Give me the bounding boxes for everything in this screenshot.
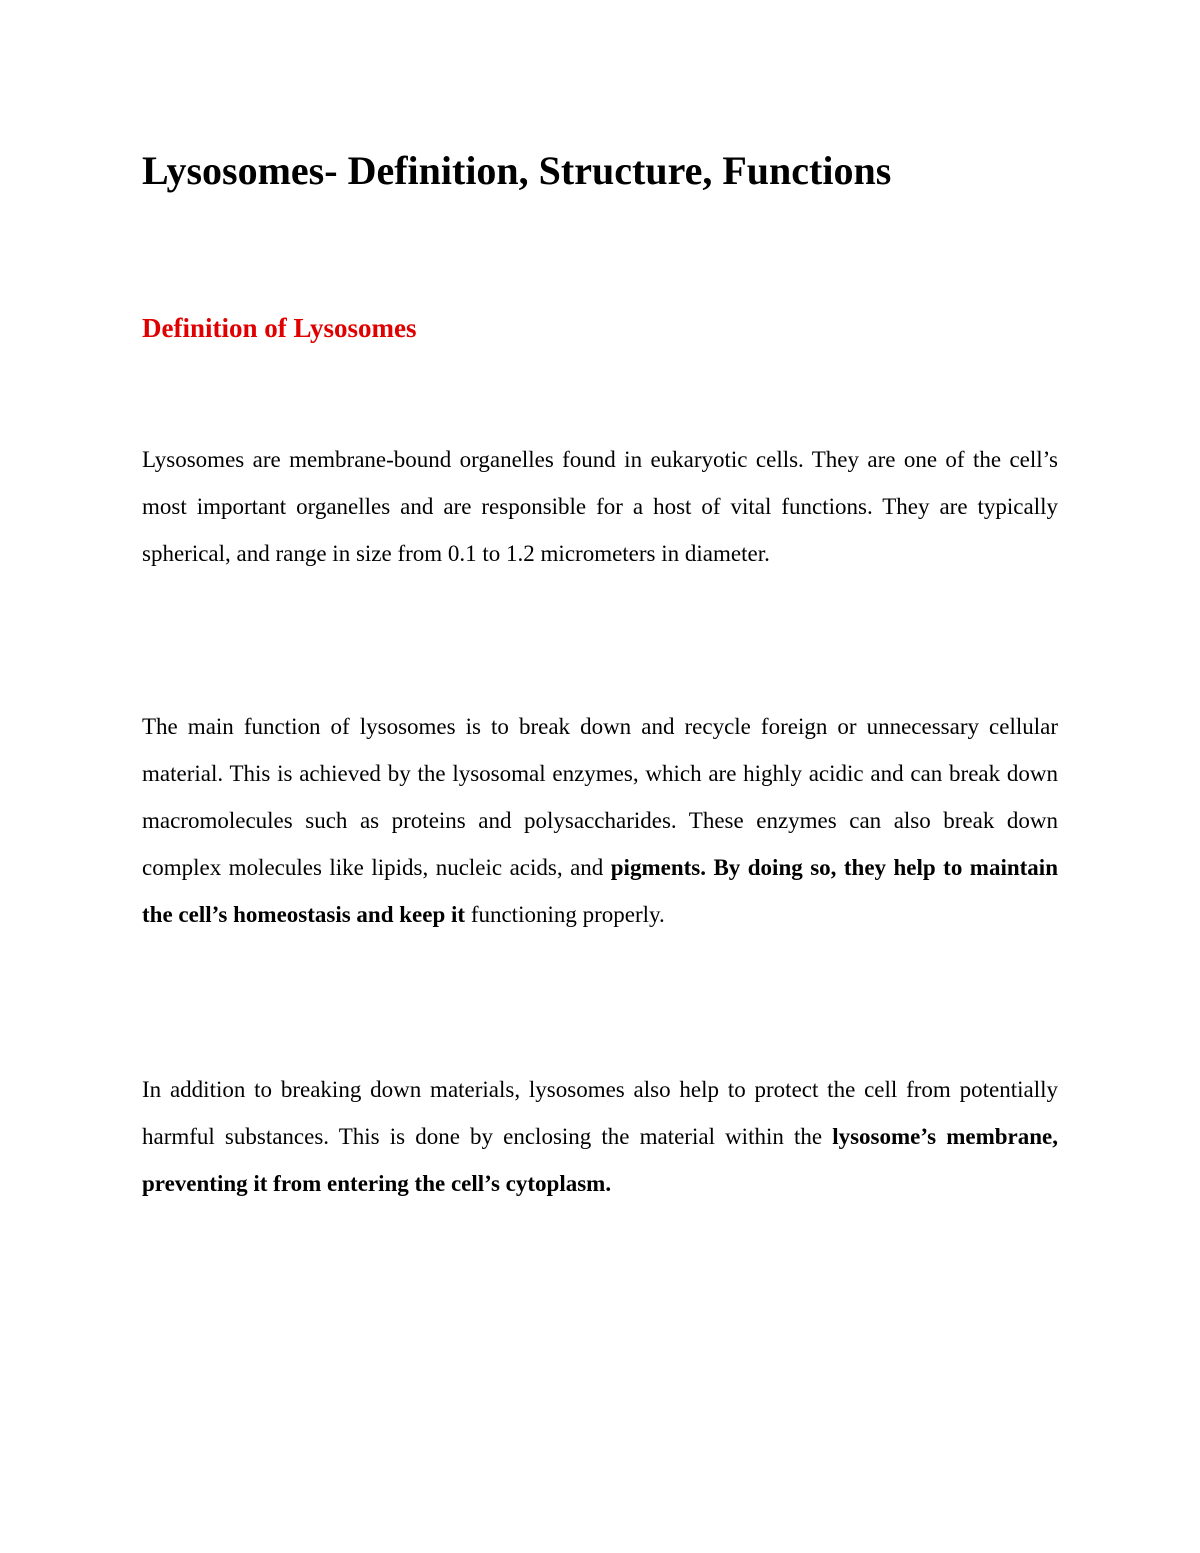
paragraph-2-tail-text: functioning properly. — [465, 902, 665, 927]
paragraph-3 — [142, 1066, 1058, 1207]
section-heading: Definition of Lysosomes — [142, 313, 417, 343]
paragraph-2 — [142, 703, 1058, 938]
paragraph-3-text: In addition to breaking down materials, lysosomes also help to protect the cell from potentially harmful substances. This is done by enclosing the material within the — [142, 1077, 1058, 1149]
paragraph-1 — [142, 436, 1058, 577]
paragraph-1-text: Lysosomes are membrane-bound organelles found in eukaryotic cells. They are one of the cell’s most important organelles and are responsible for a host of vital functions. They are typically spherical, and range in size from 0.1 to 1.2 micrometers in diameter. — [142, 447, 1058, 566]
paragraph-2-bold-text: pigments. By doing so, they help to maintain the cell’s homeostasis and keep it — [142, 855, 1058, 927]
document-title: Lysosomes- Definition, Structure, Functions — [142, 148, 892, 193]
paragraph-3-bold-text: lysosome’s membrane, preventing it from entering the cell’s cytoplasm. — [142, 1124, 1058, 1196]
paragraph-2-text: The main function of lysosomes is to break down and recycle foreign or unnecessary cellular material. This is achieved by the lysosomal enzymes, which are highly acidic and can break down macromolecules such as proteins and polysaccharides. These enzymes can also break down complex molecules like lipids, nucleic acids, and — [142, 714, 1058, 880]
